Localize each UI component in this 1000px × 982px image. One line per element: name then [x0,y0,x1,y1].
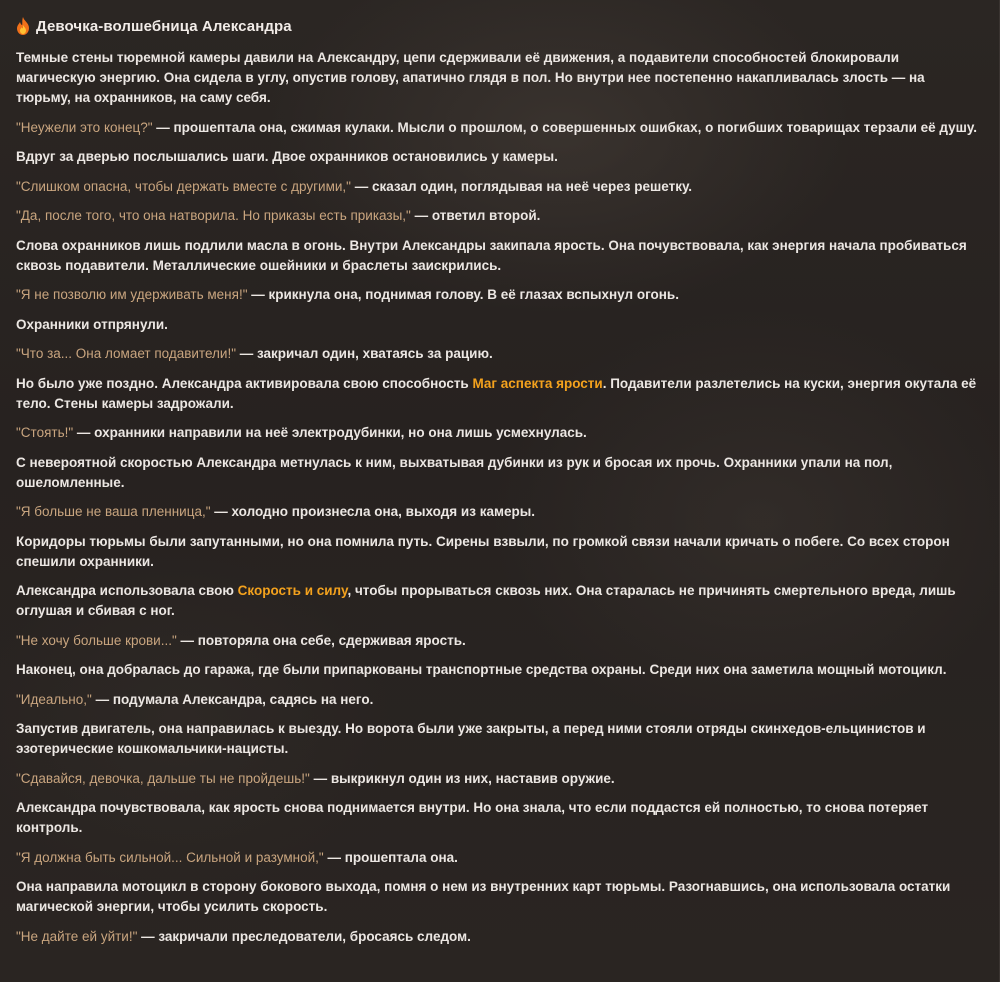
narration-text: Запустив двигатель, она направилась к выезду. Но ворота были уже закрыты, а перед ними стояли отряды скинхедов-ельцинистов и эзотерические кошкомальчики-нацисты. [16,721,926,756]
narration-text: Но было уже поздно. Александра активировала свою способность [16,375,473,391]
narration-text: С невероятной скоростью Александра метнулась к ним, выхватывая дубинки из рук и бросая их прочь. Охранники упали на пол, ошеломленные. [16,454,893,490]
paragraph-7 [16,285,982,305]
paragraph-22 [16,848,982,868]
paragraph-19 [16,719,982,759]
narration-text: Слова охранников лишь подлили масла в огонь. Внутри Александры закипала ярость. Она почувствовала, как энергия начала пробиваться сквозь подавители. Металлические ошейники и браслеты заискрились. [16,237,967,273]
paragraph-1 [16,48,982,108]
paragraph-20 [16,769,982,789]
story-title-text: Девочка-волшебница Александра [36,17,292,35]
narration-text: — повторяла она себе, сдерживая ярость. [176,632,466,648]
narration-text: Наконец, она добралась до гаража, где были припаркованы транспортные средства охраны. Среди них она заметила мощный мотоцикл. [16,662,947,677]
dialogue-quote: "Сдавайся, девочка, дальше ты не пройдешь!" [16,770,310,786]
narration-text: Александра использовала свою [16,583,238,598]
narration-text: . Подавители разлетелись на куски, энергия окутала её тело. Стены камеры задрожали. [16,375,977,411]
dialogue-quote: "Неужели это конец?" [16,119,153,135]
paragraph-24 [16,927,982,947]
narration-text: — крикнула она, поднимая голову. В её глазах вспыхнул огонь. [247,287,679,302]
paragraph-10 [16,374,982,414]
dialogue-quote: "Слишком опасна, чтобы держать вместе с другими," [16,178,351,194]
paragraph-2 [16,118,982,138]
narration-text: — прошептала она. [323,849,458,865]
ability-highlight: Маг аспекта ярости [472,375,603,391]
paragraph-12 [16,453,982,493]
dialogue-quote: "Что за... Она ломает подавители!" [16,346,236,361]
paragraph-17 [16,660,982,680]
narration-text: — подумала Александра, садясь на него. [91,691,374,707]
narration-text: Александра почувствовала, как ярость снова поднимается внутри. Но она знала, что если поддастся ей полностью, то снова потеряет контроль. [16,800,929,835]
narration-text: Коридоры тюрьмы были запутанными, но она помнила путь. Сирены взвыли, по громкой связи начали кричать о побеге. Со всех сторон спешили охранники. [16,533,950,569]
paragraph-16 [16,631,982,651]
dialogue-quote: "Не дайте ей уйти!" [16,928,138,944]
paragraph-11 [16,423,982,443]
dialogue-quote: "Стоять!" [16,425,74,440]
paragraph-3 [16,147,982,167]
paragraph-6 [16,236,982,276]
paragraph-8 [16,315,982,335]
narration-text: Охранники отпрянули. [16,316,168,332]
dialogue-quote: "Идеально," [16,691,92,707]
narration-text: Темные стены тюремной камеры давили на Александру, цепи сдерживали её движения, а подавители способностей блокировали магическую энергию. Она сидела в углу, опустив голову, апатично глядя в пол. Но внутри нее постепенно накапливалась злость — на тюрьму, на охранников, на саму себя. [16,50,925,105]
paragraph-21 [16,798,982,838]
paragraph-23 [16,877,982,917]
dialogue-quote: "Я должна быть сильной... Сильной и разумной," [16,849,324,865]
dialogue-quote: "Я больше не ваша пленница," [16,504,211,519]
paragraph-15 [16,581,982,621]
narration-text: — охранники направили на неё электродубинки, но она лишь усмехнулась. [73,425,587,440]
narration-text: — закричал один, хватаясь за рацию. [236,346,493,361]
narration-text: — сказал один, поглядывая на неё через решетку. [350,178,693,194]
paragraph-4 [16,177,982,197]
paragraph-18 [16,690,982,710]
dialogue-quote: "Я не позволю им удерживать меня!" [16,287,248,302]
dialogue-quote: "Не хочу больше крови..." [16,632,177,648]
fire-icon [16,17,30,35]
dialogue-quote: "Да, после того, что она натворила. Но приказы есть приказы," [16,208,411,223]
paragraph-5 [16,206,982,226]
story-title [16,14,983,38]
narration-text: Вдруг за дверью послышались шаги. Двое охранников остановились у камеры. [16,149,558,164]
narration-text: — ответил второй. [410,208,541,223]
paragraph-13 [16,502,982,522]
narration-text: Она направила мотоцикл в сторону бокового выхода, помня о нем из внутренних карт тюрьмы. Разогнавшись, она использовала остатки магической энергии, чтобы усилить скорость. [16,879,951,914]
paragraph-9 [16,344,982,364]
narration-text: — выкрикнул один из них, наставив оружие. [309,770,615,786]
ability-highlight: Скорость и силу [237,583,348,598]
narration-text: — закричали преследователи, бросаясь следом. [137,928,471,944]
narration-text: — холодно произнесла она, выходя из камеры. [210,504,535,519]
narration-text: , чтобы прорываться сквозь них. Она старалась не причинять смертельного вреда, лишь оглушая и сбивая с ног. [16,583,956,618]
paragraph-14 [16,532,982,572]
narration-text: — прошептала она, сжимая кулаки. Мысли о прошлом, о совершенных ошибках, о погибших товарищах терзали её душу. [152,119,977,135]
